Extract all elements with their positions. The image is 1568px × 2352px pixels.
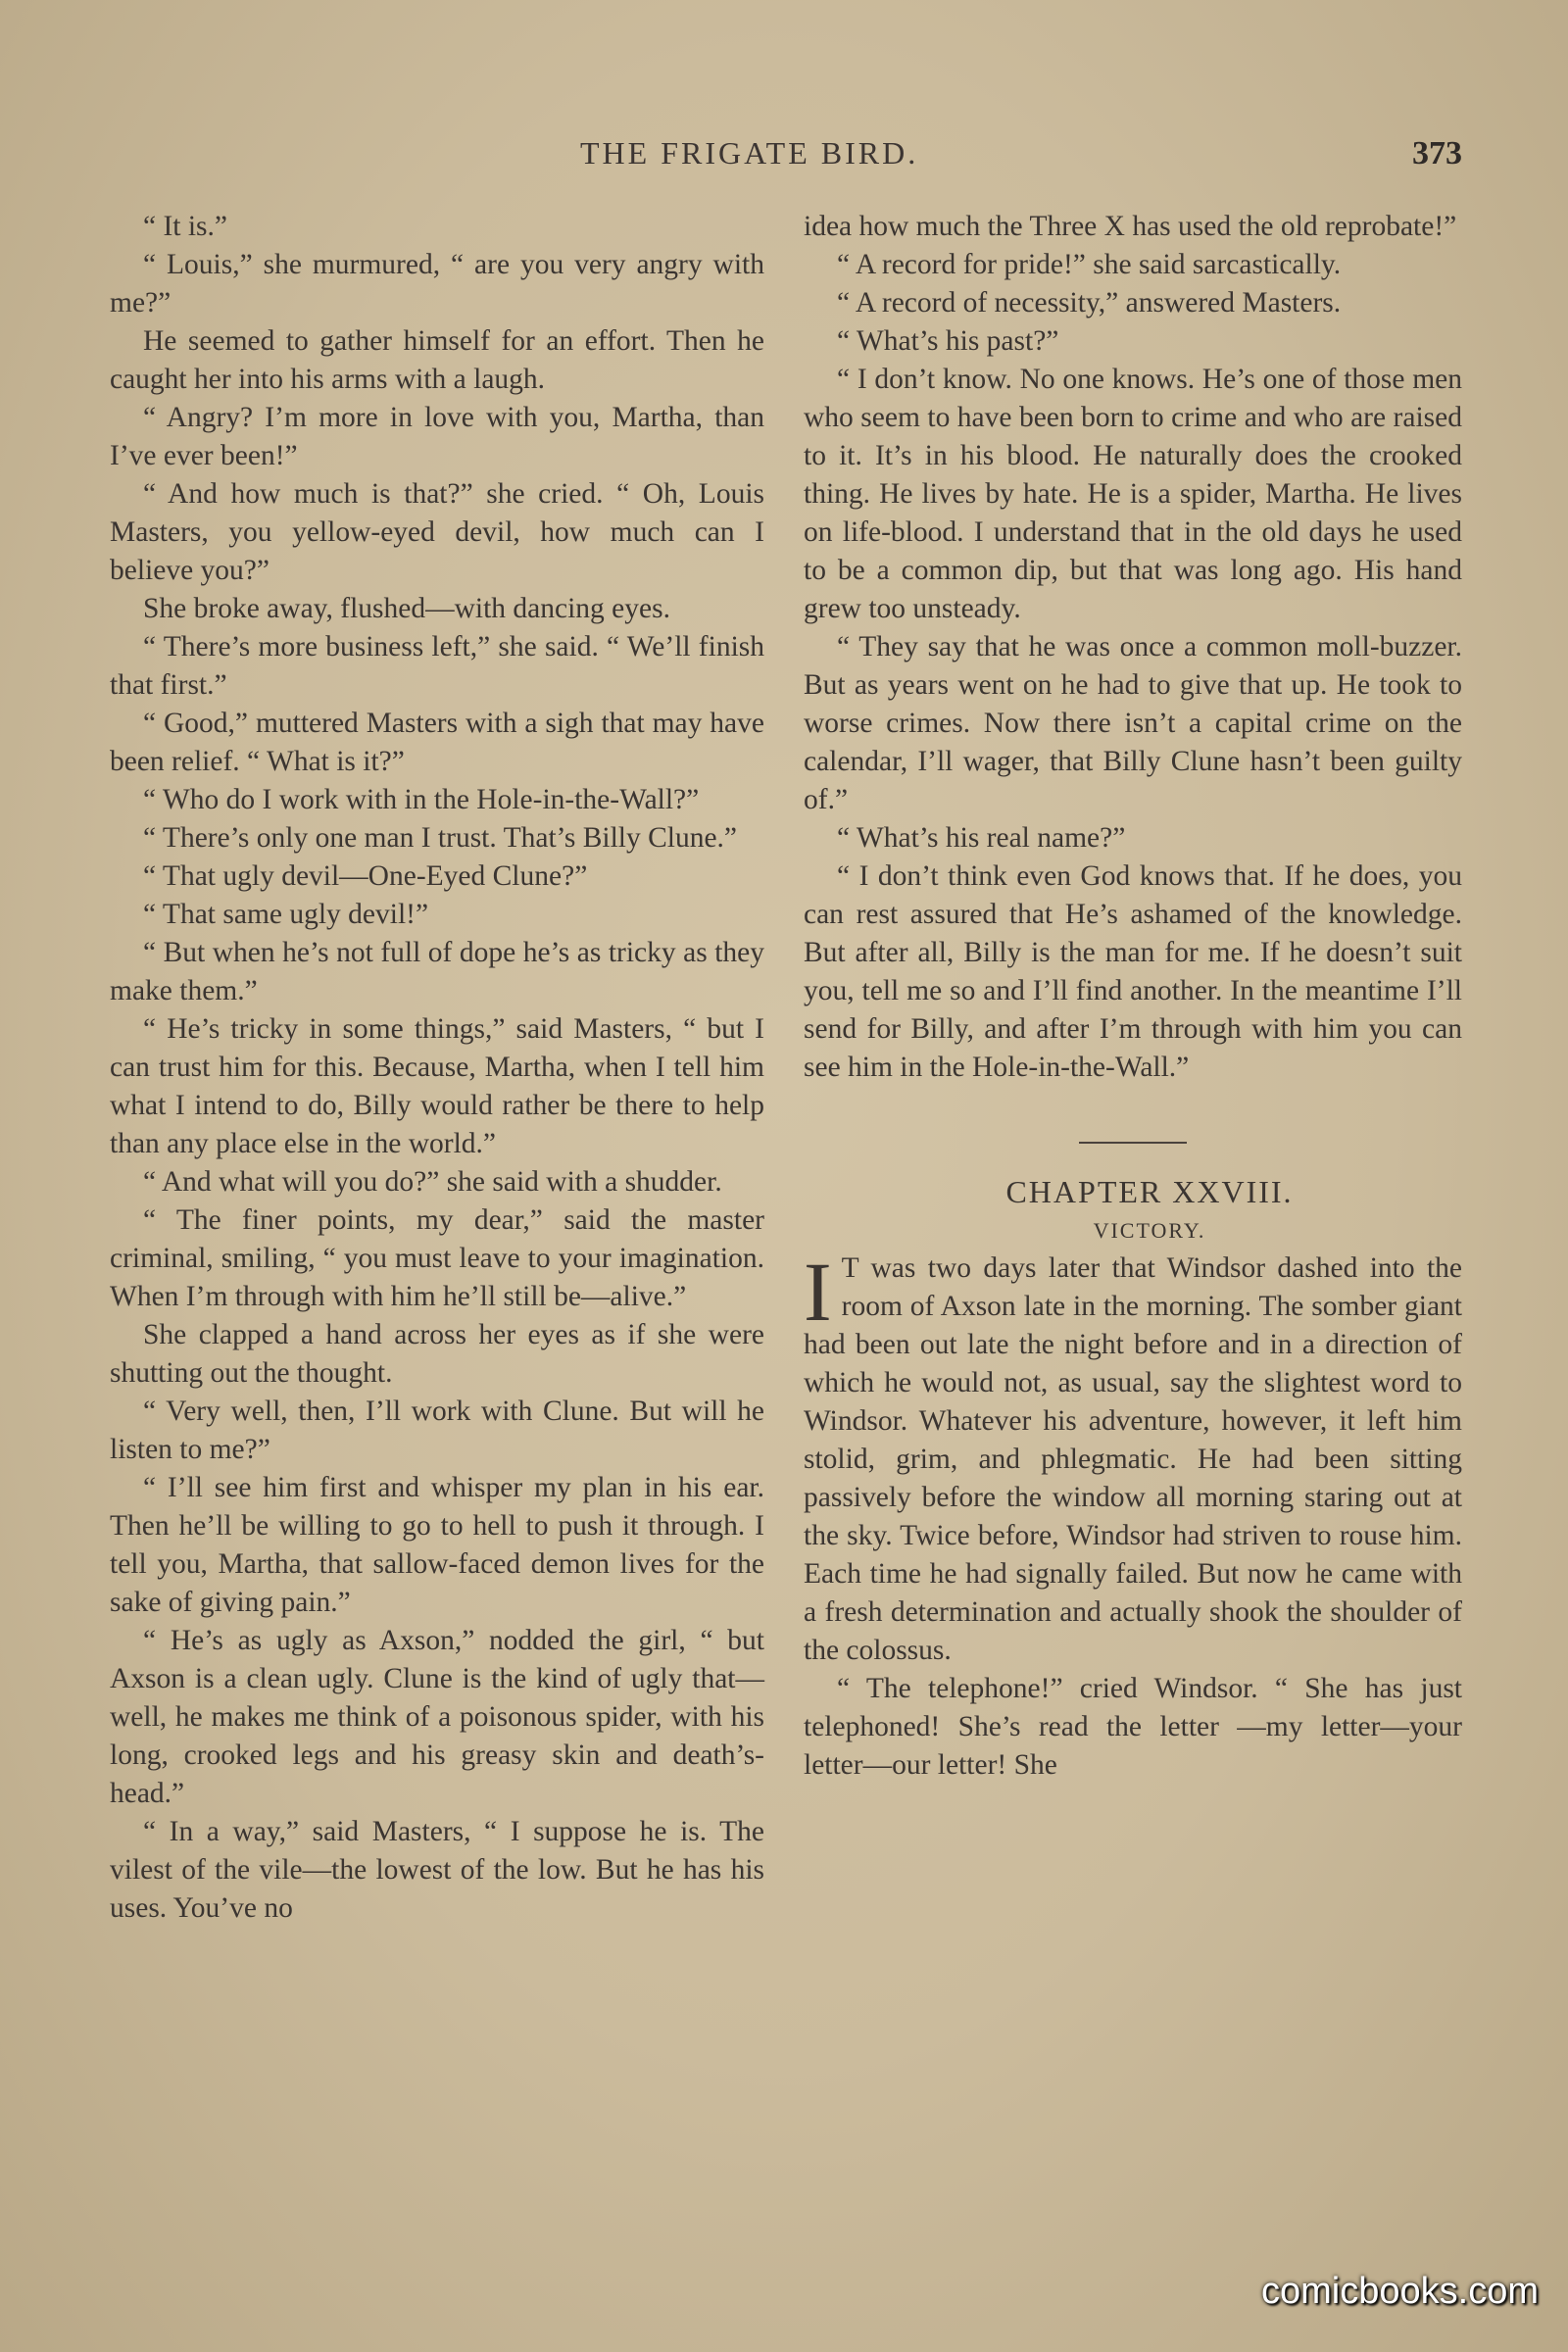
paragraph: “ They say that he was once a common moll-buzzer. But as years went on he had to give that up. He took to worse crimes. Now there isn’t a capital crime on the calendar, I’ll wager, that Billy Clune hasn’t been guilty of.” [804,631,1462,815]
paragraph: “ Who do I work with in the Hole-in-the-Wall?” [143,784,700,815]
chapter-title: CHAPTER XXVIII. [1005,1174,1294,1209]
paragraph: “ Angry? I’m more in love with you, Martha, than I’ve ever been!” [110,402,764,471]
paragraph: She broke away, flushed—with dancing eyes. [143,593,670,624]
paragraph: “ Very well, then, I’ll work with Clune. But will he listen to me?” [110,1396,764,1465]
paragraph: “ There’s more business left,” she said. “ We’ll finish that first.” [110,631,764,701]
paragraph: “ That same ugly devil!” [143,899,429,930]
paragraph: “ Good,” muttered Masters with a sigh that may have been relief. “ What is it?” [110,708,764,777]
paragraph: “ That ugly devil—One-Eyed Clune?” [143,860,588,892]
section-divider [1079,1142,1187,1144]
running-header [110,135,1462,182]
paragraph: “ I’ll see him first and whisper my plan in his ear. Then he’ll be willing to go to hell to push it through. I tell you, Martha, that sallow-faced demon lives for the sake of giving pain.” [110,1472,764,1618]
paragraph-text: T was two days later that Windsor dashed into the room of Axson late in the morning. The somber giant had been out late the night before and in a direction of which he would not, as usual, say the slightest word to Windsor. Whatever his adventure, however, it left him stolid, grim, and phlegmatic. He had been sitting passively before the window all morning staring out at the sky. Twice before, Windsor had striven to rouse him. Each time he had signally failed. But now he came with a fresh determination and actually shook the shoulder of the colossus. [804,1252,1462,1666]
paragraph: “ He’s as ugly as Axson,” nodded the girl, “ but Axson is a clean ugly. Clune is the kind of ugly that—well, he makes me think of a poisonous spider, with his long, crooked legs and his greasy skin and death’s-head.” [110,1625,764,1809]
paragraph: “ Louis,” she murmured, “ are you very angry with me?” [110,249,764,318]
paragraph: idea how much the Three X has used the old reprobate!” [804,211,1457,242]
left-column [110,208,764,1928]
paragraph: She clapped a hand across her eyes as if she were shutting out the thought. [110,1319,764,1389]
paragraph: “ A record for pride!” she said sarcastically. [837,249,1342,280]
paragraph: “ The finer points, my dear,” said the master criminal, smiling, “ you must leave to your imagination. When I’m through with him he’ll still be—alive.” [110,1204,764,1312]
paragraph: “ I don’t know. No one knows. He’s one of those men who seem to have been born to crime and who are raised to it. It’s in his blood. He naturally does the crooked thing. He lives by hate. He is a spider, Martha. He lives on life-blood. I understand that in the old days he used to be a common dip, but that was long ago. His hand grew too unsteady. [804,364,1462,624]
paragraph: “ There’s only one man I trust. That’s Billy Clune.” [143,822,738,854]
chapter-first-paragraph [804,1245,1462,1670]
paragraph: “ In a way,” said Masters, “ I suppose he is. The vilest of the vile—the lowest of the low. But he has his uses. You’ve no [110,1816,764,1924]
paragraph: “ And how much is that?” she cried. “ Oh, Louis Masters, you yellow-eyed devil, how much can I believe you?” [110,478,764,586]
drop-cap: I [804,1245,832,1339]
paragraph: “ What’s his past?” [837,325,1059,357]
right-column [804,208,1462,1785]
paragraph: “ But when he’s not full of dope he’s as tricky as they make them.” [110,937,764,1006]
paragraph: “ The telephone!” cried Windsor. “ She has just telephoned! She’s read the letter —my letter—your letter—our letter! She [804,1673,1462,1781]
paragraph: “ He’s tricky in some things,” said Masters, “ but I can trust him for this. Because, Martha, when I tell him what I intend to do, Billy would rather be there to help than any place else in the world.” [110,1013,764,1159]
paragraph: “ And what will you do?” she said with a shudder. [143,1166,722,1198]
running-title: THE FRIGATE BIRD. [580,135,919,171]
paragraph: “ It is.” [143,211,228,242]
chapter-subtitle: VICTORY. [1093,1218,1206,1243]
watermark: comicbooks.com [1261,2271,1539,2312]
paragraph: “ What’s his real name?” [837,822,1126,854]
page-number: 373 [1412,135,1462,172]
paragraph: He seemed to gather himself for an effort. Then he caught her into his arms with a laugh. [110,325,764,395]
paragraph: “ I don’t think even God knows that. If he does, you can rest assured that He’s ashamed of the knowledge. But after all, Billy is the man for me. If he doesn’t suit you, tell me so and I’ll find another. In the meantime I’ll send for Billy, and after I’m through with him you can see him in the Hole-in-the-Wall.” [804,860,1462,1083]
paragraph: “ A record of necessity,” answered Masters. [837,287,1342,318]
